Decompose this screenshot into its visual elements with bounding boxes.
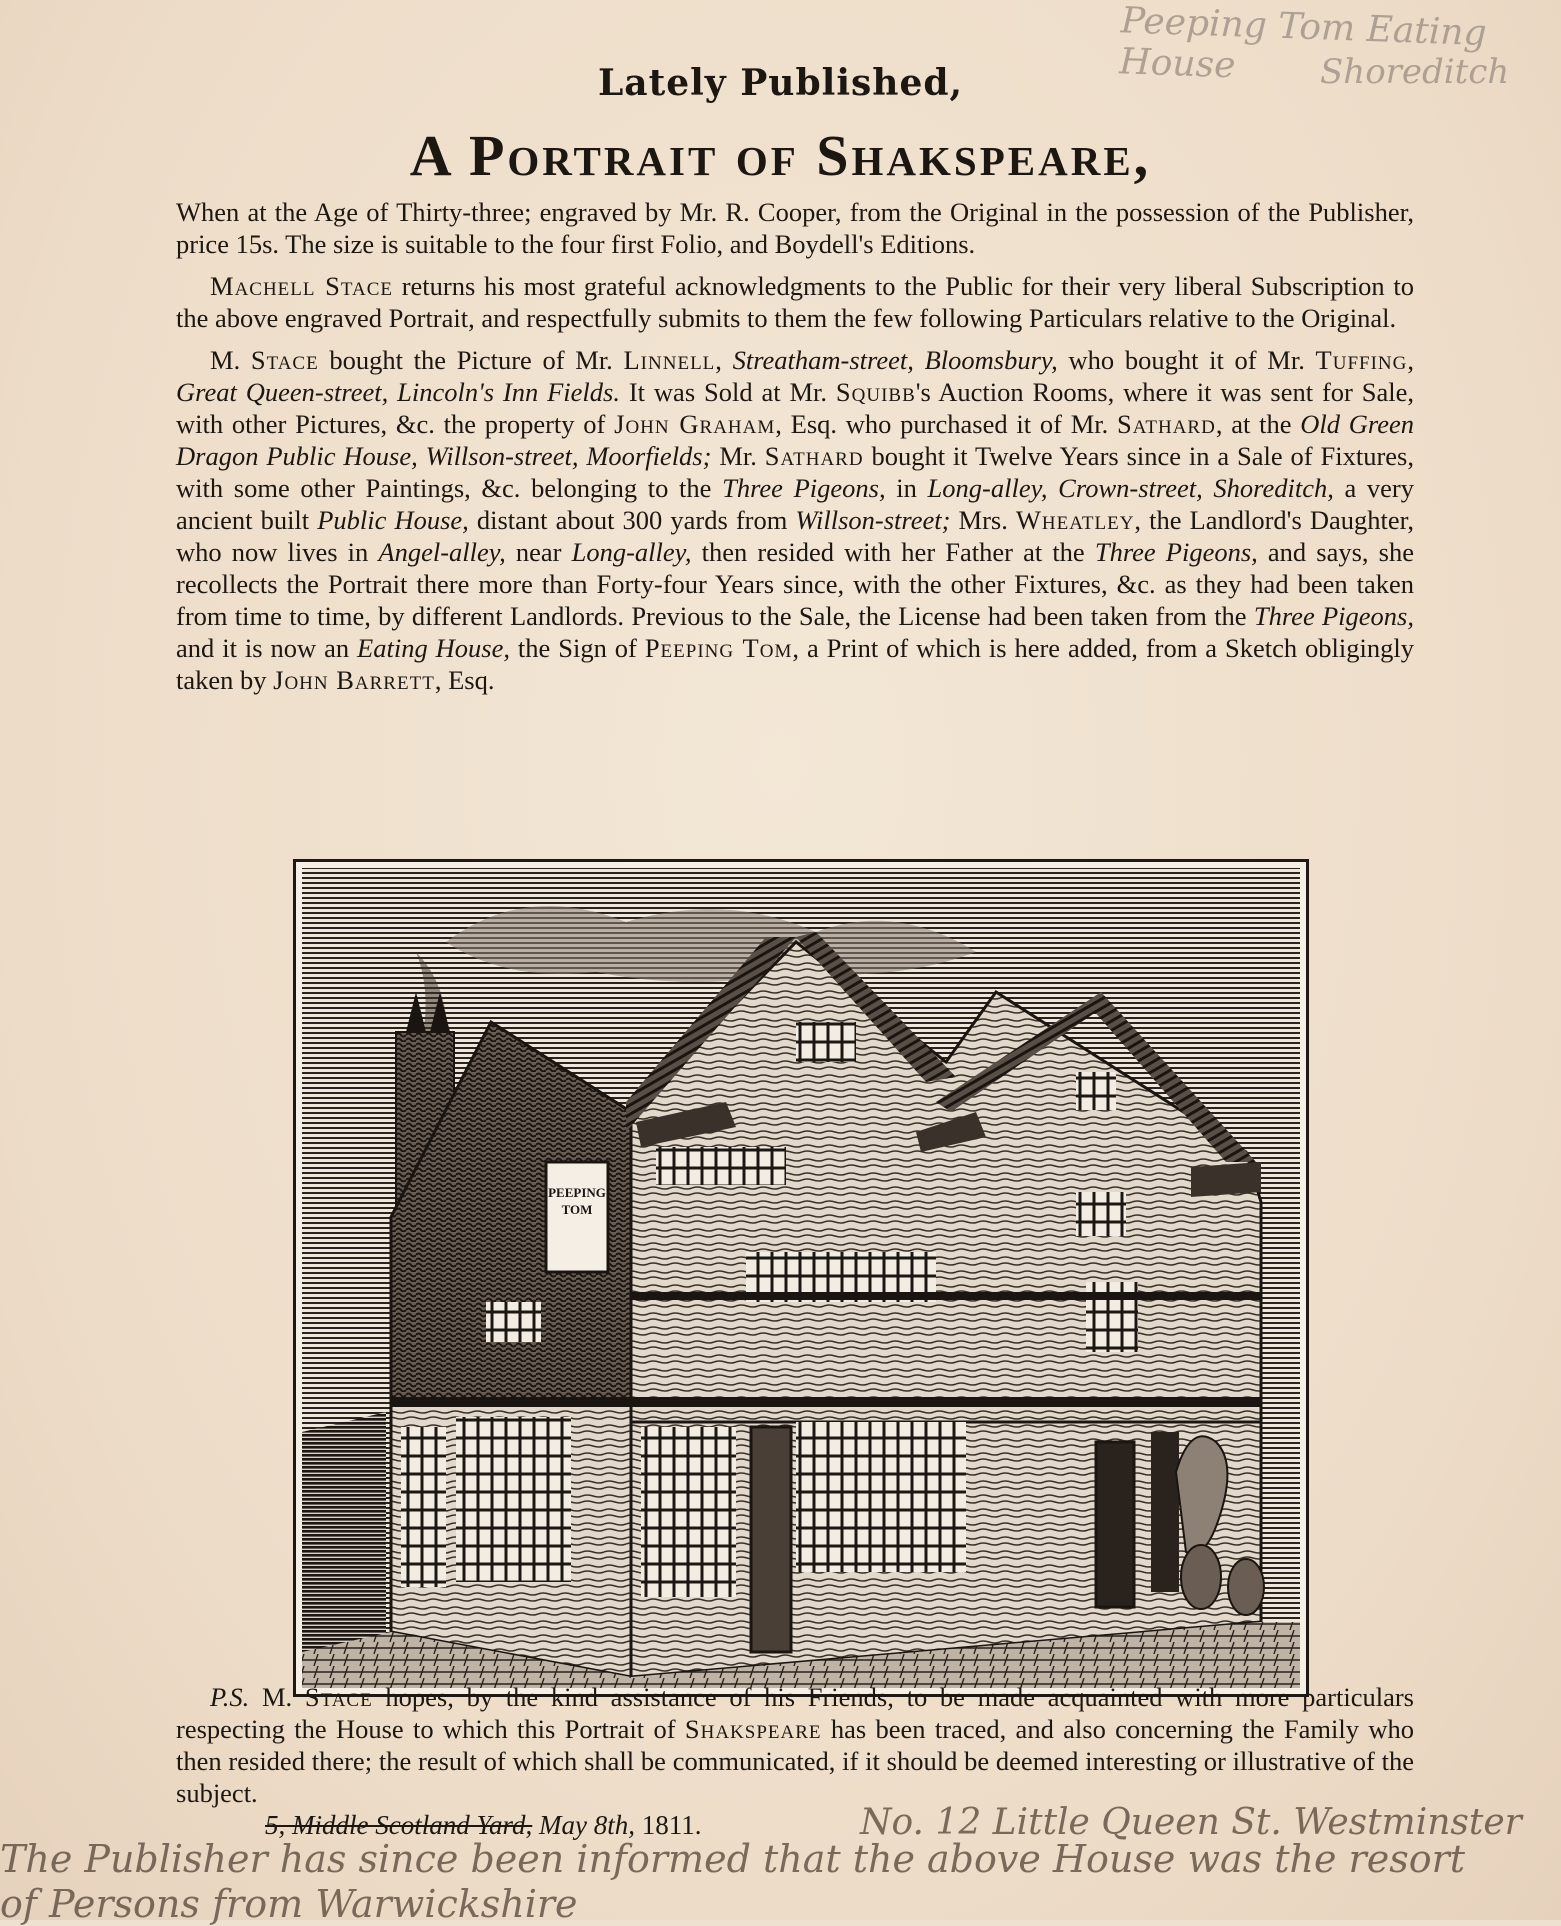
text-span: and says, she recollects the Portrait there more than Forty-four Years since, with the other Fixtures, &c. as they had been taken from time to time, by different Landlords. Previous to the Sale, the License had been taken from the bbox=[176, 537, 1415, 631]
name-span: John Graham bbox=[614, 409, 776, 439]
italic-span: Streatham-street, Bloomsbury, bbox=[732, 345, 1058, 375]
text-span: hopes, by the kind assistance of his Friends, to be made acquainted with more particulars respecting the House to which this Portrait of bbox=[176, 1682, 1414, 1744]
name-span: Shakspeare bbox=[684, 1714, 822, 1744]
text-span: has been traced, and also concerning the Family who then resided there; the result of which shall be communicated, if it should be deemed interesting or illustrative of the subject. bbox=[176, 1714, 1414, 1808]
name-span: John Barrett bbox=[273, 665, 435, 695]
paragraph-acknowledgments bbox=[176, 270, 1414, 334]
italic-span: Long-alley, Crown-street, Shoreditch, bbox=[927, 473, 1334, 503]
text-span: Mr. bbox=[711, 441, 765, 471]
paragraph-portrait-description: When at the Age of Thirty-three; engraved by Mr. R. Cooper, from the Original in the possession of the Publisher, price 15s. The size is suitable to the four first Folio, and Boydell's Editions. bbox=[176, 197, 1414, 259]
peeping-tom-house-engraving bbox=[293, 859, 1309, 1697]
name-span: Peeping Tom bbox=[644, 633, 793, 663]
page-title: A Portrait of Shakspeare, bbox=[409, 123, 1152, 188]
handwritten-address: No. 12 Little Queen St. Westminster bbox=[860, 1802, 1522, 1843]
italic-span: Eating House, bbox=[357, 633, 510, 663]
text-span: in bbox=[885, 473, 928, 503]
text-span: , Esq. who purchased it of Mr. bbox=[775, 409, 1118, 439]
name-span: Stace bbox=[304, 1682, 373, 1712]
name-span: Tuffing bbox=[1315, 345, 1408, 375]
text-span: , the Landlord's Daughter, who now lives in bbox=[176, 505, 1414, 567]
text-span: , at the bbox=[1215, 409, 1301, 439]
text-span: who bought it of Mr. bbox=[1057, 345, 1316, 375]
handwritten-note-top-2: Shoreditch bbox=[1320, 52, 1510, 92]
text-span: , bbox=[715, 345, 733, 375]
italic-span: Three Pigeons, bbox=[1253, 601, 1414, 631]
italic-span: Angel-alley, bbox=[378, 537, 506, 567]
text-span: bought the Picture of Mr. bbox=[318, 345, 624, 375]
date-text: May 8th, bbox=[532, 1810, 635, 1840]
name-span: Wheatley bbox=[1015, 505, 1135, 535]
name-span: Squibb bbox=[835, 377, 916, 407]
text-span: , Esq. bbox=[434, 665, 495, 695]
peeping-tom-sign-text-2: TOM bbox=[561, 1202, 593, 1217]
text-span: M. bbox=[249, 1682, 305, 1712]
name-machell-stace: Machell Stace bbox=[210, 271, 394, 301]
italic-span: Great Queen-street, Lincoln's Inn Fields. bbox=[176, 377, 620, 407]
text-span: Mrs. bbox=[950, 505, 1016, 535]
text-span: M. bbox=[210, 345, 251, 375]
text-span: returns his most grateful acknowledgments to the Public for their very liberal Subscription to the above engraved Portrait, and respectfully submits to them the few following Particulars relative to the Original. bbox=[176, 271, 1414, 333]
paragraph-postscript bbox=[176, 1681, 1414, 1809]
year-text: 1811. bbox=[635, 1810, 702, 1840]
text-span: It was Sold at Mr. bbox=[619, 377, 836, 407]
text-span: then resided with her Father at the bbox=[691, 537, 1095, 567]
name-span: Linnell bbox=[623, 345, 716, 375]
name-span: Sathard bbox=[1117, 409, 1216, 439]
italic-span: Public House, bbox=[317, 505, 469, 535]
text-span: , bbox=[1407, 345, 1414, 375]
text-span: 's Auction Rooms, where it was sent for Sale, with other Pictures, &c. the property of bbox=[176, 377, 1414, 439]
text-span: bought it Twelve Years since in a Sale of Fixtures, with some other Paintings, &c. belonging to the bbox=[176, 441, 1414, 503]
text-span: distant about 300 yards from bbox=[468, 505, 796, 535]
text-span: near bbox=[505, 537, 572, 567]
ps-label: P.S. bbox=[210, 1682, 250, 1712]
handwritten-note-bottom: The Publisher has since been informed that the above House was the resort bbox=[0, 1837, 1466, 1881]
handwritten-note-top: Peeping Tom Eating House bbox=[1118, 0, 1488, 87]
advertisement-body bbox=[176, 196, 1414, 706]
text-span: , a Print of which is here added, from a Sketch obligingly taken by bbox=[176, 633, 1415, 695]
text-span: and it is now an bbox=[176, 633, 358, 663]
peeping-tom-sign-text: PEEPING bbox=[548, 1185, 606, 1200]
handwritten-note-bottom-2: of Persons from Warwickshire bbox=[0, 1882, 578, 1926]
text-span: the Sign of bbox=[509, 633, 645, 663]
italic-span: Three Pigeons, bbox=[722, 473, 886, 503]
name-span: Sathard bbox=[764, 441, 864, 471]
struck-address: 5, Middle Scotland Yard, bbox=[265, 1810, 533, 1840]
text-span: a very ancient built bbox=[176, 473, 1415, 535]
lately-published-heading: Lately Published, bbox=[597, 62, 964, 104]
italic-span: Three Pigeons, bbox=[1094, 537, 1258, 567]
name-span: Stace bbox=[250, 345, 319, 375]
italic-span: Willson-street; bbox=[795, 505, 951, 535]
italic-span: Long-alley, bbox=[571, 537, 692, 567]
italic-span: Old Green Dragon Public House, Willson-street, Moorfields; bbox=[176, 409, 1414, 471]
postscript bbox=[176, 1681, 1414, 1819]
paragraph-provenance bbox=[176, 344, 1414, 696]
